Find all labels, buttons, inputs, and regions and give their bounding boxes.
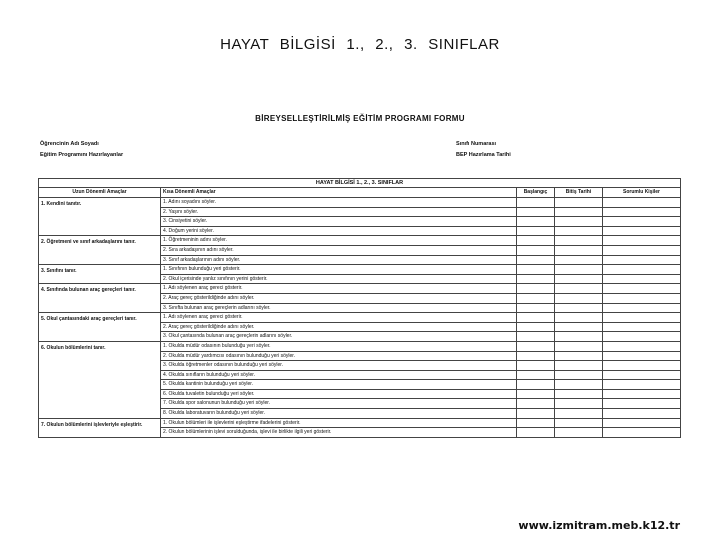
end-date-cell[interactable]: [555, 313, 603, 323]
short-term-goal: 1. Okulun bölümleri ile işlevlerini eşleştirme ifadelerini gösterir.: [161, 418, 517, 428]
table-body: [39, 198, 681, 438]
start-cell[interactable]: [517, 226, 555, 236]
responsible-cell[interactable]: [603, 217, 681, 227]
end-date-cell[interactable]: [555, 198, 603, 208]
end-date-cell[interactable]: [555, 332, 603, 342]
start-cell[interactable]: [517, 207, 555, 217]
student-name-label: Öğrencinin Adı Soyadı: [40, 141, 99, 147]
long-term-goal: 2. Öğretmeni ve sınıf arkadaşlarını tanır.: [39, 236, 161, 265]
responsible-cell[interactable]: [603, 284, 681, 294]
table-row: [39, 265, 681, 275]
start-cell[interactable]: [517, 389, 555, 399]
responsible-cell[interactable]: [603, 236, 681, 246]
end-date-cell[interactable]: [555, 303, 603, 313]
table-banner-row: [39, 179, 681, 188]
header-short-term: Kısa Dönemli Amaçlar: [161, 188, 517, 198]
table-row: [39, 341, 681, 351]
header-long-term: Uzun Dönemli Amaçlar: [39, 188, 161, 198]
end-date-cell[interactable]: [555, 351, 603, 361]
responsible-cell[interactable]: [603, 274, 681, 284]
short-term-goal: 1. Adı söylenen araç gereci gösterir.: [161, 284, 517, 294]
short-term-goal: 3. Sınıf arkadaşlarının adını söyler.: [161, 255, 517, 265]
meta-right: [456, 139, 511, 161]
responsible-cell[interactable]: [603, 322, 681, 332]
responsible-cell[interactable]: [603, 226, 681, 236]
start-cell[interactable]: [517, 322, 555, 332]
table-row: [39, 418, 681, 428]
start-cell[interactable]: [517, 428, 555, 438]
responsible-cell[interactable]: [603, 207, 681, 217]
start-cell[interactable]: [517, 399, 555, 409]
end-date-cell[interactable]: [555, 370, 603, 380]
footer-url: www.izmitram.meb.k12.tr: [518, 519, 680, 532]
end-date-cell[interactable]: [555, 428, 603, 438]
start-cell[interactable]: [517, 361, 555, 371]
slide-title: HAYAT BİLGİSİ 1., 2., 3. SINIFLAR: [220, 36, 500, 53]
responsible-cell[interactable]: [603, 313, 681, 323]
header-start: Başlangıç: [517, 188, 555, 198]
long-term-goal: 7. Okulun bölümlerini işlevleriyle eşleştirir.: [39, 418, 161, 437]
responsible-cell[interactable]: [603, 341, 681, 351]
short-term-goal: 2. Okul içerisinde yanlız sınıfının yerini gösterir.: [161, 274, 517, 284]
short-term-goal: 6. Okulda tuvaletin bulunduğu yeri söyler.: [161, 389, 517, 399]
short-term-goal: 1. Adını soyadını söyler.: [161, 198, 517, 208]
start-cell[interactable]: [517, 351, 555, 361]
start-cell[interactable]: [517, 418, 555, 428]
end-date-cell[interactable]: [555, 207, 603, 217]
short-term-goal: 1. Öğretmeninin adını söyler.: [161, 236, 517, 246]
responsible-cell[interactable]: [603, 380, 681, 390]
responsible-cell[interactable]: [603, 332, 681, 342]
form-title: BİREYSELLEŞTİRİLMİŞ EĞİTİM PROGRAMI FORMU: [255, 114, 465, 123]
responsible-cell[interactable]: [603, 361, 681, 371]
responsible-cell[interactable]: [603, 303, 681, 313]
long-term-goal: 6. Okulun bölümlerini tanır.: [39, 341, 161, 418]
end-date-cell[interactable]: [555, 226, 603, 236]
long-term-goal: 5. Okul çantasındaki araç gereçleri tanır.: [39, 313, 161, 342]
responsible-cell[interactable]: [603, 370, 681, 380]
responsible-cell[interactable]: [603, 418, 681, 428]
end-date-cell[interactable]: [555, 341, 603, 351]
start-cell[interactable]: [517, 409, 555, 419]
short-term-goal: 2. Okulun bölümlerinin işlevi sorulduğunda, işlevi ile birlikte ilgili yeri gösterir.: [161, 428, 517, 438]
short-term-goal: 5. Okulda kantinin bulunduğu yeri söyler.: [161, 380, 517, 390]
start-cell[interactable]: [517, 265, 555, 275]
end-date-cell[interactable]: [555, 361, 603, 371]
short-term-goal: 2. Araç gereç gösterildiğinde adını söyler.: [161, 322, 517, 332]
start-cell[interactable]: [517, 274, 555, 284]
short-term-goal: 3. Cinsiyetini söyler.: [161, 217, 517, 227]
responsible-cell[interactable]: [603, 399, 681, 409]
table-banner: HAYAT BİLGİSİ 1., 2., 3. SINIFLAR: [39, 179, 681, 188]
start-cell[interactable]: [517, 341, 555, 351]
short-term-goal: 2. Okulda müdür yardımcısı odasının bulunduğu yeri söyler.: [161, 351, 517, 361]
end-date-cell[interactable]: [555, 274, 603, 284]
start-cell[interactable]: [517, 370, 555, 380]
prepared-by-label: Eğitim Programını Hazırlayanlar: [40, 152, 124, 158]
start-cell[interactable]: [517, 198, 555, 208]
responsible-cell[interactable]: [603, 389, 681, 399]
short-term-goal: 4. Doğum yerini söyler.: [161, 226, 517, 236]
end-date-cell[interactable]: [555, 217, 603, 227]
start-cell[interactable]: [517, 245, 555, 255]
start-cell[interactable]: [517, 293, 555, 303]
long-term-goal: 3. Sınıfını tanır.: [39, 265, 161, 284]
end-date-cell[interactable]: [555, 418, 603, 428]
end-date-cell[interactable]: [555, 389, 603, 399]
short-term-goal: 4. Okulda sınıfların bulunduğu yeri söyler.: [161, 370, 517, 380]
table-row: [39, 236, 681, 246]
bep-form-table: [38, 178, 681, 438]
end-date-cell[interactable]: [555, 380, 603, 390]
end-date-cell[interactable]: [555, 265, 603, 275]
short-term-goal: 2. Sıra arkadaşının adını söyler.: [161, 245, 517, 255]
long-term-goal: 4. Sınıfında bulunan araç gereçleri tanır.: [39, 284, 161, 313]
short-term-goal: 1. Sınıfının bulunduğu yeri gösterir.: [161, 265, 517, 275]
end-date-cell[interactable]: [555, 236, 603, 246]
responsible-cell[interactable]: [603, 351, 681, 361]
responsible-cell[interactable]: [603, 198, 681, 208]
short-term-goal: 2. Araç gereç gösterildiğinde adını söyler.: [161, 293, 517, 303]
table-row: [39, 313, 681, 323]
start-cell[interactable]: [517, 284, 555, 294]
start-cell[interactable]: [517, 380, 555, 390]
short-term-goal: 3. Okul çantasında bulunan araç gereçlerin adlarını söyler.: [161, 332, 517, 342]
start-cell[interactable]: [517, 332, 555, 342]
start-cell[interactable]: [517, 303, 555, 313]
short-term-goal: 2. Yaşını söyler.: [161, 207, 517, 217]
table-row: [39, 284, 681, 294]
header-end-date: Bitiş Tarihi: [555, 188, 603, 198]
end-date-cell[interactable]: [555, 255, 603, 265]
class-number-label: Sınıfı Numarası: [456, 141, 497, 147]
meta-left: [40, 139, 123, 161]
table-row: [39, 198, 681, 208]
end-date-cell[interactable]: [555, 409, 603, 419]
responsible-cell[interactable]: [603, 409, 681, 419]
short-term-goal: 7. Okulda spor salonunun bulunduğu yeri söyler.: [161, 399, 517, 409]
short-term-goal: 3. Sınıfta bulunan araç gereçlerin adlarını söyler.: [161, 303, 517, 313]
start-cell[interactable]: [517, 236, 555, 246]
long-term-goal: 1. Kendini tanıtır.: [39, 198, 161, 236]
end-date-cell[interactable]: [555, 399, 603, 409]
short-term-goal: 1. Adı söylenen araç gereci gösterir.: [161, 313, 517, 323]
responsible-cell[interactable]: [603, 293, 681, 303]
end-date-cell[interactable]: [555, 284, 603, 294]
responsible-cell[interactable]: [603, 265, 681, 275]
end-date-cell[interactable]: [555, 245, 603, 255]
responsible-cell[interactable]: [603, 255, 681, 265]
start-cell[interactable]: [517, 255, 555, 265]
responsible-cell[interactable]: [603, 428, 681, 438]
end-date-cell[interactable]: [555, 293, 603, 303]
table-header-row: [39, 188, 681, 198]
bep-date-label: BEP Hazırlama Tarihi: [456, 152, 511, 158]
short-term-goal: 1. Okulda müdür odasının bulunduğu yeri söyler.: [161, 341, 517, 351]
responsible-cell[interactable]: [603, 245, 681, 255]
short-term-goal: 8. Okulda laboratuvarın bulunduğu yeri söyler.: [161, 409, 517, 419]
start-cell[interactable]: [517, 217, 555, 227]
end-date-cell[interactable]: [555, 322, 603, 332]
header-responsible: Sorumlu Kişiler: [603, 188, 681, 198]
start-cell[interactable]: [517, 313, 555, 323]
short-term-goal: 3. Okulda öğretmenler odasının bulunduğu yeri söyler.: [161, 361, 517, 371]
